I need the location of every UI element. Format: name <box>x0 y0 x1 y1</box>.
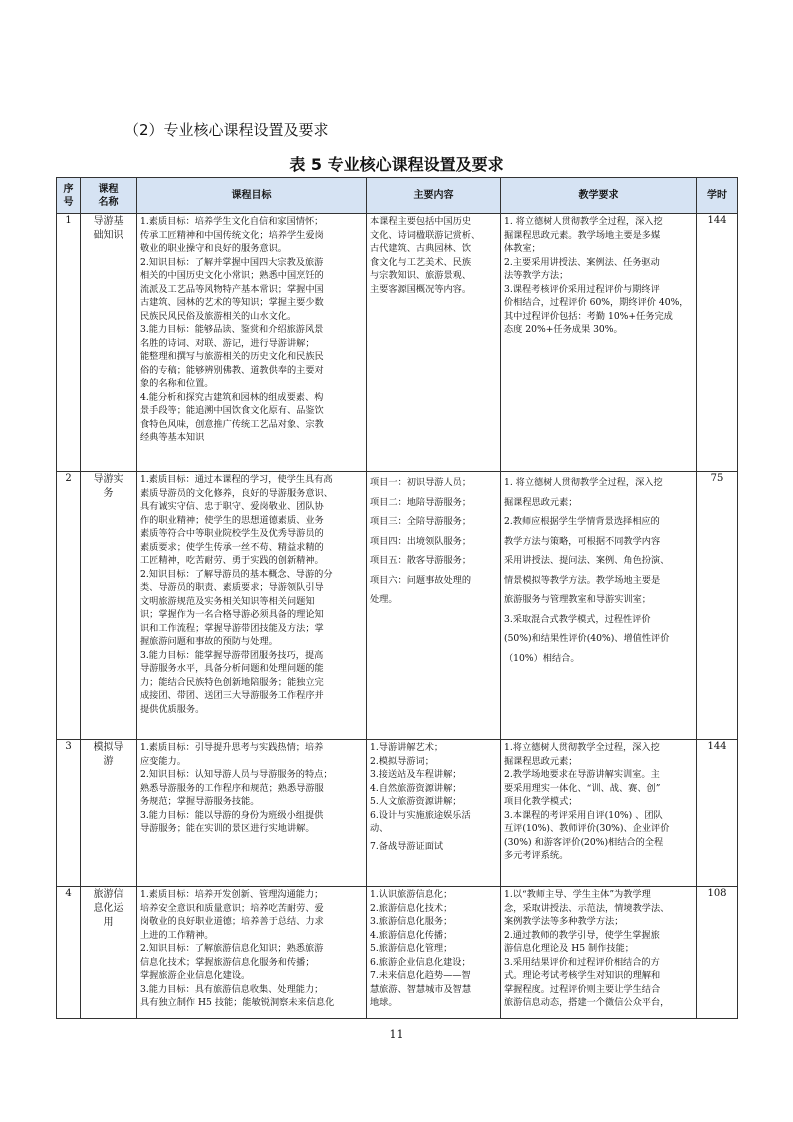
header-hours: 学时 <box>697 178 738 214</box>
course-name: 导游基 础知识 <box>81 214 137 472</box>
row-number: 1 <box>57 214 81 472</box>
table-header-row <box>57 178 738 214</box>
header-teaching: 教学要求 <box>501 178 697 214</box>
course-hours: 144 <box>697 214 738 472</box>
table-row <box>57 472 738 740</box>
course-content: 1.导游讲解艺术； 2.模拟导游词； 3.接送站及车程讲解； 4.自然旅游资源讲解； 5.人文旅游资源讲解； 6.设计与实施旅途娱乐活 动、 7.备战导游证面试 <box>367 740 501 887</box>
teaching-requirements: 1.以“教师主导、学生主体”为教学理 念，采取讲授法、示范法，情境教学法、 案例教学法等多种教学方法； 2.通过教师的教学引导，使学生掌握旅 游信息化理论及 H5 制作技能； 3.采用结果评价和过程评价相结合的方 式。理论考试考核学生对知识的理解和 掌握程度。过程评价则主要让学生结合 旅游信息动态，搭建一个微信公众平台， <box>501 887 697 1019</box>
course-name: 模拟导 游 <box>81 740 137 887</box>
course-goal: 1.素质目标：培养学生文化自信和家国情怀； 传承工匠精神和中国传统文化；培养学生爱岗 敬业的职业操守和良好的服务意识。 2.知识目标：了解并掌握中国四大宗教及旅游 相关的中国历史文化小常识；熟悉中国烹饪的 流派及工艺品等风物特产基本常识；掌握中国 古建筑、园林的艺术的等知识；掌握主要少数 民族民风民俗及旅游相关的山水文化。 3.能力目标：能够品读、鉴赏和介绍旅游风景 名胜的诗词、对联、游记，进行导游讲解； 能整理和撰写与旅游相关的历史文化和民族民 俗的专稿；能够辨别佛教、道教供奉的主要对 象的名称和位置。 4.能分析和探究古建筑和园林的组成要素、构 景手段等；能追溯中国饮食文化原有、品鉴饮 食特色风味，创意推广传统工艺品对象、宗教 经典等基本知识 <box>137 214 367 472</box>
table-row <box>57 740 738 887</box>
row-number: 4 <box>57 887 81 1019</box>
course-content: 项目一：初识导游人员； 项目二：地陪导游服务； 项目三：全陪导游服务； 项目四：出境领队服务； 项目五：散客导游服务； 项目六：问题事故处理的 处理。 <box>367 472 501 740</box>
course-name: 旅游信 息化运 用 <box>81 887 137 1019</box>
header-course-name: 课程 名称 <box>81 178 137 214</box>
row-number: 3 <box>57 740 81 887</box>
course-content: 本课程主要包括中国历史 文化、诗词楹联游记赏析、 古代建筑、古典园林、饮 食文化与工艺美术、民族 与宗教知识、旅游景观、 主要客源国概况等内容。 <box>367 214 501 472</box>
course-hours: 144 <box>697 740 738 887</box>
row-number: 2 <box>57 472 81 740</box>
section-title: （2）专业核心课程设置及要求 <box>124 121 329 139</box>
header-goal: 课程目标 <box>137 178 367 214</box>
course-goal: 1.素质目标：引导提升思考与实践热情；培养 应变能力。 2.知识目标：认知导游人员与导游服务的特点； 熟悉导游服务的工作程序和规范；熟悉导游服 务规范；掌握导游服务技能。 3.能力目标：能以导游的身份为班级小组提供 导游服务；能在实训的景区进行实地讲解。 <box>137 740 367 887</box>
course-name: 导游实 务 <box>81 472 137 740</box>
course-goal: 1.素质目标：培养开发创新、管理沟通能力； 培养安全意识和质量意识；培养吃苦耐劳、爱 岗敬业的良好职业道德；培养善于总结、力求 上进的工作精神。 2.知识目标：了解旅游信息化知识；熟悉旅游 信息化技术；掌握旅游信息化服务和传播； 掌握旅游企业信息化建设。 3.能力目标：具有旅游信息收集、处理能力； 具有独立制作 H5 技能；能敏锐洞察未来信息化 <box>137 887 367 1019</box>
teaching-requirements: 1. 将立德树人贯彻教学全过程，深入挖 掘课程思政元素。教学场地主要是多媒 体教室； 2.主要采用讲授法、案例法、任务驱动 法等教学方法； 3.课程考核评价采用过程评价与期终评 价相结合，过程评价 60%，期终评价 40%， 其中过程评价包括：考勤 10%+任务完成 态度 20%+任务成果 30%。 <box>501 214 697 472</box>
course-content: 1.认识旅游信息化； 2.旅游信息化技术； 3.旅游信息化服务； 4.旅游信息化传播； 5.旅游信息化管理； 6.旅游企业信息化建设； 7.未来信息化趋势——智 慧旅游、智慧城市及智慧 地球。 <box>367 887 501 1019</box>
table-title: 表 5 专业核心课程设置及要求 <box>289 155 504 174</box>
course-goal: 1.素质目标：通过本课程的学习，使学生具有高 素质导游员的文化修养，良好的导游服务意识、 具有诚实守信、忠于职守、爱岗敬业、团队协 作的职业精神；使学生的思想道德素质、业务 素质等符合中等职业院校学生及优秀导游员的 素质要求；使学生传承一丝不苟、精益求精的 工匠精神，吃苦耐劳、勇于实践的创新精神。 2.知识目标：了解导游员的基本概念、导游的分 类、导游员的职责、素质要求；导游领队引导 文明旅游规范及实务相关知识等相关问题知 识；掌握作为一名合格导游必须具备的理论知 识和工作流程；掌握导游带团技能及方法；掌 握旅游问题和事故的预防与处理。 3.能力目标：能掌握导游带团服务技巧，提高 导游服务水平，具备分析问题和处理问题的能 力；能结合民族特色创新地陪服务；能独立完 成接团、带团、送团三大导游服务工作程序并 提供优质服务。 <box>137 472 367 740</box>
table-row <box>57 214 738 472</box>
course-table <box>56 177 738 1019</box>
page-number: 11 <box>389 1028 404 1041</box>
course-hours: 108 <box>697 887 738 1019</box>
teaching-requirements: 1. 将立德树人贯彻教学全过程，深入挖 掘课程思政元素； 2.教师应根据学生学情背景选择相应的 教学方法与策略，可根据不同教学内容 采用讲授法、提问法、案例、角色扮演、 情景模拟等教学方法。教学场地主要是 旅游服务与管理教室和导游实训室； 3.采取混合式教学模式，过程性评价 (50%)和结果性评价(40%)、增值性评价 （10%）相结合。 <box>501 472 697 740</box>
header-content: 主要内容 <box>367 178 501 214</box>
teaching-requirements: 1.将立德树人贯彻教学全过程，深入挖 掘课程思政元素； 2.教学场地要求在导游讲解实训室。主 要采用理实一体化、“训、战、赛、创” 项目化教学模式； 3.本课程的考评采用自评(10%) 、团队 互评(10%)、教师评价(30%)、企业评价 (30%) 和游客评价(20%)相结合的全程 多元考评系统。 <box>501 740 697 887</box>
course-hours: 75 <box>697 472 738 740</box>
header-no: 序号 <box>57 178 81 214</box>
table-row <box>57 887 738 1019</box>
